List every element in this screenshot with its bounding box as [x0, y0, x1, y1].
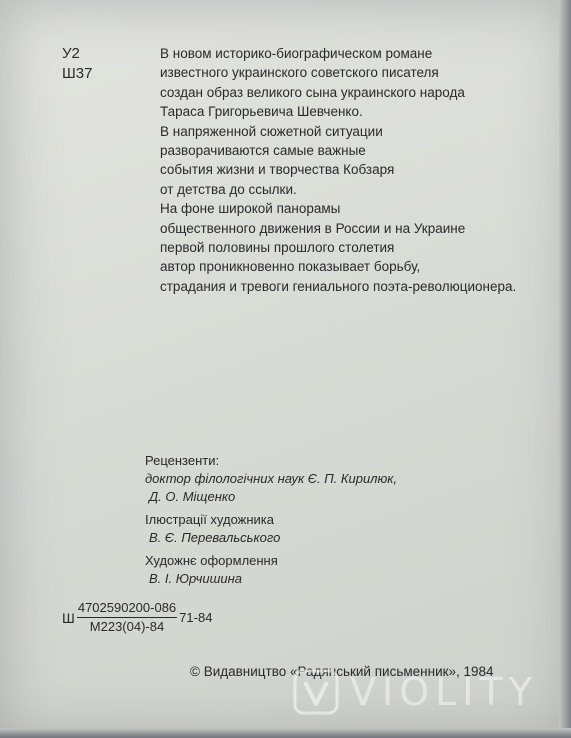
illustrations-group: [145, 511, 397, 547]
watermark: [292, 668, 538, 716]
annotation-line: первой половины прошлого столетия: [160, 240, 395, 256]
page-edge-right: [559, 0, 571, 738]
violity-logo-icon: [292, 668, 340, 716]
annotation-line: В напряженной сюжетной ситуации: [160, 123, 383, 139]
classification-line-2: Ш37: [62, 65, 93, 82]
annotation-line: от детства до ссылки.: [160, 181, 297, 197]
credits-block: [145, 452, 397, 593]
catalog-index: [62, 600, 212, 635]
index-suffix: 71-84: [179, 609, 213, 625]
index-denominator: М223(04)-84: [89, 619, 165, 634]
annotation-line: известного украинского советского писателя: [160, 65, 439, 81]
index-fraction: [77, 600, 177, 635]
design-label: Художнє оформлення: [145, 553, 278, 568]
page-edge-bottom: [0, 728, 571, 738]
reviewers-label: Рецензенти:: [145, 453, 220, 468]
designer-name: В. І. Юрчишина: [149, 571, 243, 586]
index-letter: Ш: [62, 609, 75, 626]
annotation-line: На фоне широкой панорамы: [160, 201, 341, 217]
reviewer-1: доктор філологічних наук Є. П. Кирилюк,: [145, 471, 398, 486]
reviewers-group: [145, 452, 397, 506]
annotation-line: события жизни и творчества Кобзаря: [160, 162, 395, 178]
reviewer-2: Д. О. Міщенко: [149, 489, 236, 504]
index-numerator: 4702590200-086: [77, 600, 177, 618]
annotation-line: В новом историко-биографическом романе: [160, 46, 433, 61]
annotation-line: страдания и тревоги гениального поэта-революционера.: [160, 278, 517, 294]
annotation-line: создан образ великого сына украинского народа: [160, 84, 465, 100]
classification-line-1: У2: [62, 45, 80, 62]
illustrator-name: В. Є. Перевальського: [149, 530, 281, 545]
annotation-line: общественного движения в России и на Украине: [160, 220, 466, 236]
annotation-line: автор проникновенно показывает борьбу,: [160, 259, 421, 275]
classification-code: [62, 44, 92, 84]
design-group: [145, 552, 397, 588]
annotation-line: разворачиваются самые важные: [160, 143, 366, 159]
annotation-line: Тараса Григорьевича Шевченко.: [160, 104, 363, 120]
annotation-text: [160, 44, 516, 296]
illustrations-label: Ілюстрації художника: [145, 512, 274, 527]
copyright-line: © Видавництво «Радянський письменник», 1984: [190, 664, 494, 679]
watermark-text: VIOLITY: [350, 670, 538, 714]
